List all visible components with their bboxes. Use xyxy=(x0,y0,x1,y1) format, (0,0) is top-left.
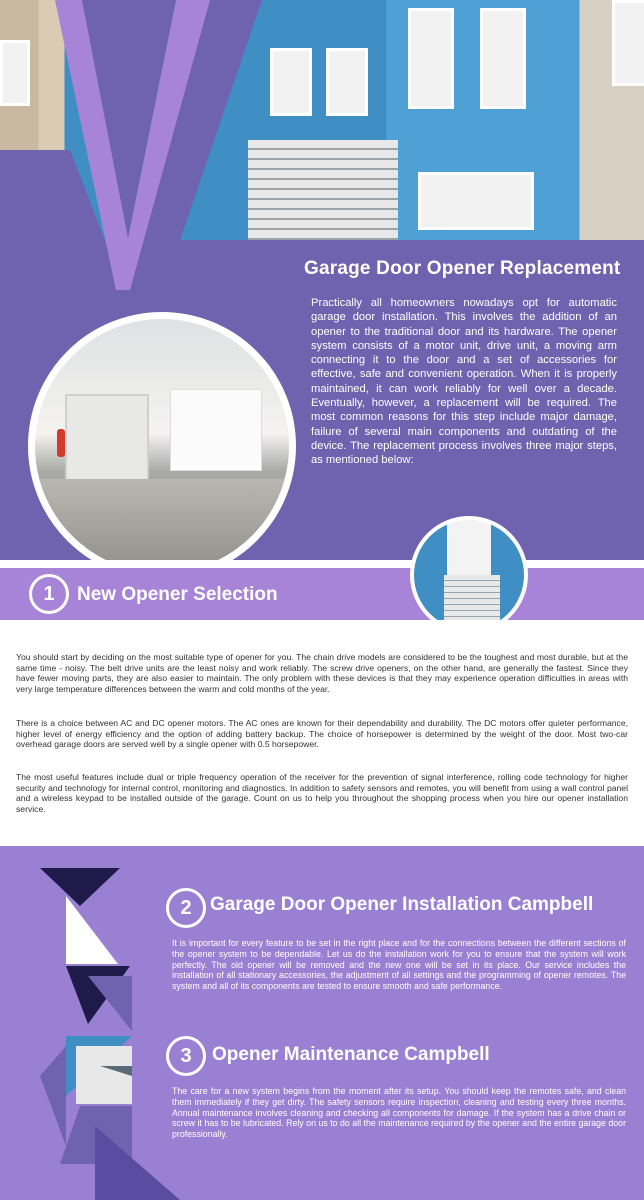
section-3-number: 3 xyxy=(166,1036,206,1076)
fire-extinguisher-image xyxy=(57,429,65,457)
intro-paragraph: Practically all homeowners nowadays opt for automatic garage door installation. This involves the addition of an opener to the traditional door and its hardware. The opener system consists of a motor unit, drive unit, a moving arm connecting it to the door and a set of accessories for effective, safe and convenient operation. When it is properly maintained, it can work reliably for well over a decade. Eventually, however, a replacement will be required. The most common reasons for this step include major damage, failure of several main components and outdating of the device. The replacement process involves three major steps, as mentioned below: xyxy=(311,297,617,467)
section-3-paragraph: The care for a new system begins from the moment after its setup. You should keep the remotes safe, and clean them immediately if they get dirty. The safety sensors require inspection, cleaning and testing every three months. Annual maintenance involves cleaning and checking all components for damage. If the system has a drive chain or screw it has to be lubricated. Rely on us to do all the maintenance required by the opener and the entire garage door professionally. xyxy=(172,1086,626,1140)
section-1-title: New Opener Selection xyxy=(77,584,278,605)
house-thumbnail xyxy=(410,516,528,634)
garage-cabinets-image xyxy=(170,389,262,471)
section-2-number: 2 xyxy=(166,888,206,928)
section-1-paragraph-3: The most useful features include dual or triple frequency operation of the receiver for the prevention of signal interference, rolling code technology for higher security and technology for internal control, monitoring and diagnostics. In addition to safety sensors and remotes, you will benefit from using a wall control panel and a wireless keypad to be installed outside of the garage. Count on us to help you throughout the shopping process when you hire our opener installation service. xyxy=(16,772,628,814)
decorative-triangles xyxy=(0,846,180,1200)
section-2-title: Garage Door Opener Installation Campbell xyxy=(210,894,594,915)
main-title: Garage Door Opener Replacement xyxy=(304,258,621,279)
section-1-paragraph-1: You should start by deciding on the most suitable type of opener for you. The chain drive models are considered to be the toughest and most durable, but at the same time - noisy. The belt drive units are the least noisy and work reliably. The screw drive openers, on the other hand, are generally the fastest. Since they have fewer moving parts, they are also easier to maintain. The only problem with these devices is that they may experience operation difficulties in areas with very large temperature differences between the warm and cold months of the year. xyxy=(16,652,628,694)
garage-door-image xyxy=(65,394,149,483)
section-1-header xyxy=(0,568,644,620)
section-3-title: Opener Maintenance Campbell xyxy=(212,1044,490,1065)
section-2-paragraph: It is important for every feature to be set in the right place and for the connections between the different sections of the opener system to be dependable. Let us do the installation work for you to ensure that the system will work perfectly. The old opener will be removed and the new one will be set in its place. Our service includes the installation of all stationary accessories, the adjustment of all settings and the programming of opener remotes. The system and all of its components are tested to ensure smooth and safe performance. xyxy=(172,938,626,992)
section-1-body xyxy=(0,620,644,846)
top-section xyxy=(0,0,644,560)
garage-floor-image xyxy=(35,479,289,560)
bottom-section xyxy=(0,846,644,1200)
section-1-paragraph-2: There is a choice between AC and DC opener motors. The AC ones are known for their dependability and durability. The DC motors offer quieter performance, higher level of energy efficiency and the option of adding battery backup. The choice of horsepower is determined by the weight of the door. Most two-car overhead garage doors are served well by a single opener with 0.5 horsepower. xyxy=(16,718,628,750)
section-1-number: 1 xyxy=(29,574,69,614)
